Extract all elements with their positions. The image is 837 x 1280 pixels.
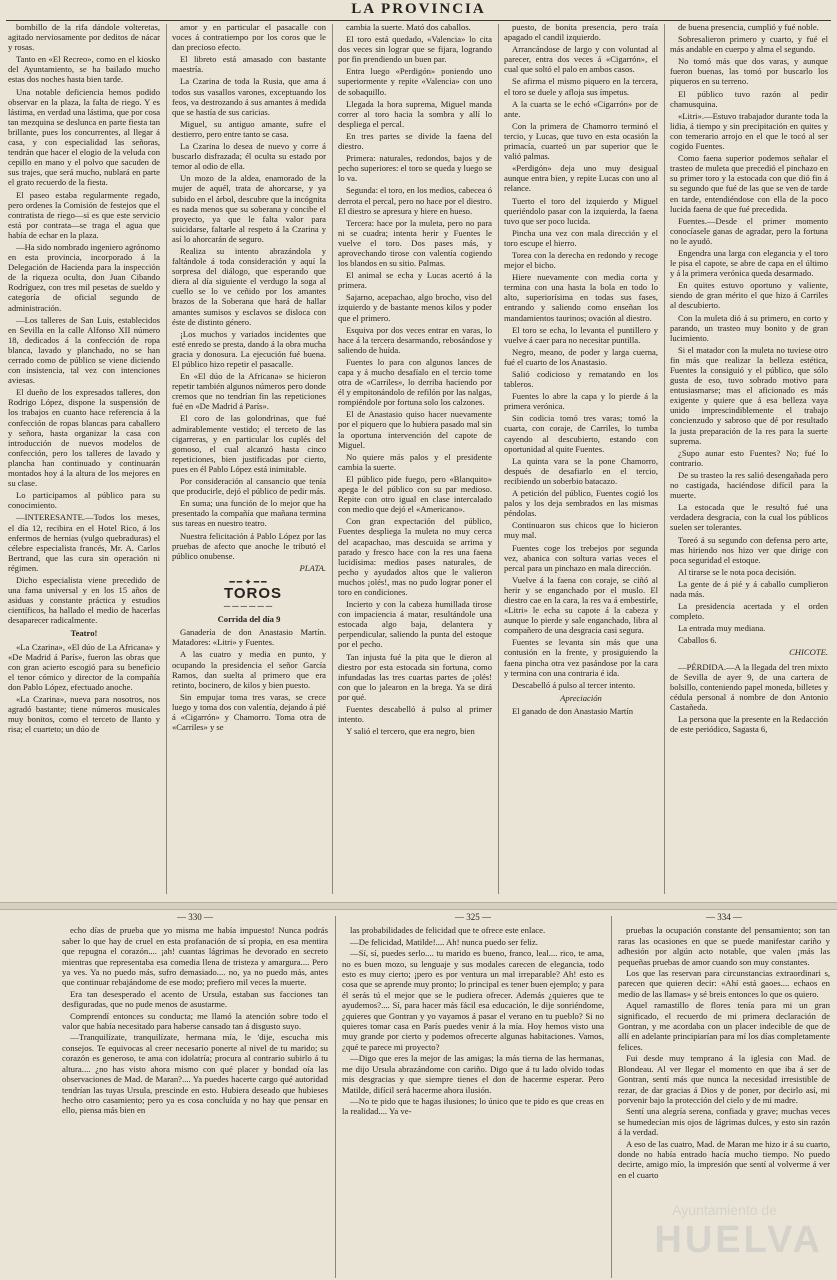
ornament-divider: ━━✦━━ bbox=[229, 576, 269, 587]
paragraph: pruebas la ocupación constante del pensamiento; son tan raras las ocasiones en que se puede manifestar cariño y adhesión por algún acto notable, que valen ¡más las pequeñas pruebas de amor cuando son muy constantes. bbox=[618, 925, 830, 967]
paragraph: La estocada que le resultó fué una verdadera desgracia, con la cual los públicos suelen ser tolerantes. bbox=[670, 502, 828, 533]
paragraph: En quites estuvo oportuno y valiente, siendo de gran mérito el que hizo á Carriles al descubierto. bbox=[670, 280, 828, 311]
paragraph: Tan injusta fué la pita que le dieron al diestro por esta estocada sin fortuna, como infundadas las tres cuartas partes de ¡olés! con que lo jalearon en la brega. Ya se dirá por qué. bbox=[338, 651, 492, 702]
paragraph: Esquiva por dos veces entrar en varas, lo hace á la tercera desarmando, rebosándose y saliendo de huída. bbox=[338, 324, 492, 355]
paragraph: Toreó á su segundo con defensa pero arte, mas hiriendo nos hizo ver que dirige con poca seguridad el estoque. bbox=[670, 534, 828, 565]
plata-signature: PLATA. bbox=[299, 562, 326, 573]
paragraph: Arrancándose de largo y con voluntad al parecer, entra dos veces á «Cigarrón», el cual que soltó el palo en ambos casos. bbox=[504, 44, 658, 75]
paragraph: El público tuvo razón al pedir chamusquina. bbox=[670, 88, 828, 109]
paragraph: —PÉRDIDA.—A la llegada del tren mixto de Sevilla de ayer 9, de una cartera de bolsillo, conteniendo papel moneda, billetes y cédula personal á nombre de don Antonio Castañeda. bbox=[670, 661, 828, 712]
paragraph: —Sí, sí, puedes serlo.... tu marido es bueno, franco, leal.... rico, te ama, no es buen mozo, su lenguaje y sus modales carecen de elegancia, todo esto es muy cierto; ¡pero es por ventura un mal irreparable? Ah! esto es cosa que se aprende muy pronto; lo principal es tener buen ejemplo; y para él serás tú el mejor que se le pudiera ofrecer. Además ¿quieres que te ayudemos?.... Sí, para hacer más fácil esa educación, le dije sonriéndome, ¿quieres que Gontran y yo vayamos á pasar el verano en tu pueblo? Si no quieres tomar casa en París puedes venir á la mía. Hoy hemos visto una muy grande por cierto y podemos ofrecerte algunas habitaciones. Vamos, ¿qué te parece mi proyecto? bbox=[342, 948, 604, 1052]
paragraph: La persona que la presente en la Redacción de este periódico, Sagasta 6, bbox=[670, 714, 828, 735]
paragraph: de buena presencia, cumplió y fué noble. bbox=[678, 22, 819, 32]
paragraph: Ganadería de don Anastasio Martín. Matadores: «Litri» y Fuentes. bbox=[172, 627, 326, 648]
paragraph: Era tan desesperado el acento de Ursula, estaban sus facciones tan desfiguradas, que no pude menos de asustarme. bbox=[62, 988, 328, 1010]
paragraph: —INTERESANTE.—Todos los meses, el día 12, recibira en el Hotel Rico, á los enfermos de hernias (vulgo quebraduras) el célebre especialista francés, Mr. A. Carlos Bertrand, que las cura sin operación ni régimen. bbox=[8, 512, 160, 573]
toros-title: TOROS bbox=[223, 584, 283, 602]
paragraph: Fuentes se levanta sin más que una contusión en la frente, y prosiguiendo la faena pincha otra vez pasándose por la cara y termina con una contraria é ida. bbox=[504, 637, 658, 678]
paragraph: No quiere más palos y el presidente cambia la suerte. bbox=[338, 451, 492, 472]
column-2-body bbox=[172, 22, 326, 561]
paragraph: El ganado de don Anastasio Martín bbox=[512, 705, 634, 716]
paragraph: Hiere nuevamente con media corta y termina con una hasta la bola en todo lo alto, superiorísima en todas sus fases, entrando y saliendo como enseñan los mandamientos taurinos; ovación al diestro. bbox=[504, 272, 658, 323]
paragraph: Fuentes lo para con algunos lances de capa y á mucho desafíalo en el tercio tome otra de «Carriles», lo derriba haciendo por él y empitonándolo de refilón por las nalgas, rompiéndole por fortuna solo los calzones. bbox=[338, 356, 492, 408]
column-4-body bbox=[504, 22, 658, 690]
paragraph: Sin codicia tomó tres varas; tomó la cuarta, con coraje, de Carriles, lo tumba cayendo al descubierto, estando con oportunidad al quite Fuentes. bbox=[504, 413, 658, 454]
paragraph: bombillo de la rifa dándole volteretas, agitado nerviosamente por deditos de nácar y rosas. bbox=[8, 22, 160, 53]
ornament-divider-2: ────── bbox=[223, 601, 275, 612]
paragraph: Como faena superior podemos señalar el trasteo de muleta que precedió el pinchazo en su primer toro y la estocada con que dió fin á su segundo que fué de las que se ven de tarde en tarde, entendiéndose con ella de la poco lucida faena de que fué precedida. bbox=[670, 153, 828, 214]
paragraph: Negro, meano, de poder y larga cuerna, fué el cuarto de los Anastasio. bbox=[504, 346, 658, 367]
teatro-heading: Teatro! bbox=[70, 628, 98, 639]
paragraph: En tres partes se divide la faena del diestro. bbox=[338, 130, 492, 152]
paragraph: cambia la suerte. Mató dos caballos. bbox=[346, 22, 471, 32]
paragraph: Con la primera de Chamorro terminó el tercio, y Lucas, que tuvo en esta ocasión la primacía, cuarteó un par superior que le valió palmas. bbox=[504, 120, 658, 162]
column-1-body bbox=[8, 22, 160, 625]
paragraph: El toro se echa, lo levanta el puntillero y vuelve á caer para no necesitar puntilla. bbox=[504, 324, 658, 345]
paragraph: Sobresalieron primero y cuarto, y fué el más andable en cuerpo y alma el segundo. bbox=[670, 34, 828, 55]
column-rule-4 bbox=[664, 24, 665, 894]
paragraph: Con la muleta dió á su primero, en corto y parando, un trasteo muy bonito y de gran lucimiento. bbox=[670, 312, 828, 343]
paragraph: Fuentes lo abre la capa y lo pierde á la primera verónica. bbox=[504, 391, 658, 412]
page-number-330: — 330 — bbox=[177, 912, 213, 922]
column-rule-2 bbox=[332, 24, 333, 894]
paragraph: Y salió el tercero, que era negro, bien bbox=[346, 726, 475, 737]
paragraph: El animal se echa y Lucas acertó á la primera. bbox=[338, 270, 492, 291]
paragraph: A eso de las cuatro, Mad. de Maran me hizo ir á su cuarto, donde no había entrado hacía mucho tiempo. No puedo decirte, amigo mío, la impresión que sentí al volverme á ver en el cuarto bbox=[618, 1138, 830, 1180]
paragraph: Vuelve á la faena con coraje, se ciñó al herir y se enganchado por el muslo. El diestro cae en la cara, la res va á embestirle, «Litri» le echa su capote á la cabeza y aunque lo pierde y sale enganchado, libra al compañero de una desgracia casi segura. bbox=[504, 574, 658, 636]
paragraph: —De felicidad, Matilde!.... Ah! nunca puedo ser feliz. bbox=[350, 936, 538, 947]
paragraph: La presidencia acertada y el orden completo. bbox=[670, 601, 828, 622]
paragraph: La entrada muy mediana. bbox=[678, 623, 766, 634]
folletin-left-body bbox=[62, 925, 328, 1115]
paragraph: Sin empujar toma tres varas, se crece luego y toma dos con valentía, dejando á pié á «Cigarrón» y Chamorro. Toma otra de «Carriles» y se bbox=[172, 691, 326, 733]
paragraph: ¿Supo aunar esto Fuentes? No; fué lo contrario. bbox=[670, 447, 828, 468]
paragraph: Torea con la derecha en redondo y recoge mejor el bicho. bbox=[504, 249, 658, 271]
column-3-body bbox=[338, 22, 492, 736]
paragraph: Con gran expectación del público, Fuentes despliega la muleta no muy cerca del acapachao, mas descuida se arrima y parado y fresco hace con la res una faena lucidísima: medios pases naturales, de pecho y ayudados altos que le valieron muchos ¡olés!, mas no pudo lograr poner el toro en condiciones. bbox=[338, 516, 492, 597]
paragraph: Tanto en «El Recreo», como en el kiosko del Ayuntamiento, se ha bailado mucho estas dos noches hasta bien tarde. bbox=[8, 54, 160, 85]
folletin-middle bbox=[342, 912, 604, 1278]
paragraph: Continuaron sus chicos que lo hicieron muy mal. bbox=[504, 520, 658, 541]
lower-rule-1 bbox=[335, 916, 336, 1278]
paragraph: Descabelló á pulso al tercer intento. bbox=[512, 679, 636, 690]
paragraph: Fuentes coge los trebejos por segunda vez, abanica con soltura varias veces el percal para un pinchazo en mala dirección. bbox=[504, 542, 658, 573]
paragraph: —No te pido que te hagas ilusiones; lo único que te pido es que creas en la realidad.... Ya ve- bbox=[342, 1095, 604, 1117]
paragraph: En suma; una función de lo mejor que ha presentado la compañía que mañana termina sus tareas en nuestro teatro. bbox=[172, 498, 326, 529]
paragraph: Un mozo de la aldea, enamorado de la mujer de aquél, trata de ahorcarse, y ya subido en el árbol, descubre que la incógnita es nada menos que su soberana y concibe el proyecto, ya que le falta valor para suicidarse, faltarle al respeto á la Czarina y así lo ahorcarán de seguro. bbox=[172, 173, 326, 244]
paragraph: No tomó más que dos varas, y aunque fueron buenas, las tomó por buscarlo los piqueros en su terreno. bbox=[670, 56, 828, 87]
column-2 bbox=[172, 22, 326, 897]
archive-watermark-sub: Ayuntamiento de bbox=[672, 1202, 777, 1218]
paragraph: «Litri».—Estuvo trabajador durante toda la lidia, á tiempo y sin precipitación en quites y con temerario arrojo en el que le tocó al ser cogido Fuentes. bbox=[670, 110, 828, 152]
paragraph: La gente de á pié y á caballo cumplieron nada más. bbox=[670, 578, 828, 599]
paragraph: El dueño de los expresados talleres, don Rodrigo López, dispone la suspensión de los trabajos en cuanto hace referencia á la confección de ropas blancas para caballero y señora, hasta organizar la casa con introducción de nuevos modelos de confección, pero los talleres de lavado y plancha han continuado y continuarán montados hoy á la altura de los mejores en su clase. bbox=[8, 387, 160, 489]
paragraph: Caballos 6. bbox=[678, 635, 717, 646]
paragraph: Miguel, su antiguo amante, sufre el destierro, pero entre tanto se casa. bbox=[172, 118, 326, 139]
paragraph: En «El dúo de la Africana» se hicieron repetir también algunos números pero donde cremos que no tendrían fin las repeticiones fué en «De Madrid á París». bbox=[172, 371, 326, 412]
paragraph: El público pide fuego, pero «Blanquito» apega le del público con su par medioso. Repite con otro igual en clase intercalado con medio que dejó el «Americano». bbox=[338, 473, 492, 515]
paragraph: Fui desde muy temprano á la iglesia con Mad. de Blondeau. Al ver llegar el momento en que iba á ser de Gontran, sentí más que nunca la necesidad irresistible de rezar, de dar gracias á Dios y de poner, por decirlo así, mi porvenir bajo la protección del cielo y de mi madre. bbox=[618, 1053, 830, 1105]
archive-watermark: HUELVA bbox=[654, 1219, 823, 1261]
upper-page bbox=[0, 22, 837, 902]
paragraph: Sentí una alegría serena, confiada y grave; muchas veces se humedecían mis ojos de lágrimas dulces, y esto sin razón á la verdad. bbox=[618, 1106, 830, 1138]
paragraph: Una notable deficiencia hemos podido observar en la plaza, la falta de riego. Y es lástima, en verdad una lástima, que por cosa tan mezquina se deslunca en parte fiesta tan brillante, pues los concurrentes, al llegar á casa, y con especialidad las señoras, tendrán que hacer el elogio de la veluda con cepillo en mano y el polvo que sacuden de sus trajes, que será mucho, nublará en parte el grato recuerdo de la fiesta. bbox=[8, 86, 160, 188]
paragraph: El de Anastasio quiso hacer nuevamente por el piquero que lo hubiera pasado mal sin la oportuna intervención del capote de Miguel. bbox=[338, 409, 492, 450]
paragraph: Entra luego «Perdigón» poniendo uno superiormente y repite «Valencia» con uno de sobaquillo. bbox=[338, 66, 492, 97]
folletin-left bbox=[62, 912, 328, 1278]
paragraph: Engendra una larga con elegancia y el toro le pisa el capote, se abre de capa en el último y á la primera verónica queda desarmado. bbox=[670, 247, 828, 279]
paragraph: Pincha una vez con mala dirección y el toro escupe el hierro. bbox=[504, 227, 658, 248]
paragraph: Sajarno, acepachao, algo brocho, viso del izquierdo y de bastante menos kilos y poder que el primero. bbox=[338, 292, 492, 323]
paragraph: «La Czarina», nueva para nosotros, nos agradó bastante; tiene números musicales muy bonitos, como el terceto de llanto y risa; el cuarteto; un dúo de bbox=[8, 694, 160, 735]
paragraph: Lo participamos al público para su conocimiento. bbox=[8, 490, 160, 511]
column-rule-3 bbox=[498, 24, 499, 894]
paragraph: El coro de las golondrinas, que fué admirablemente vestido; el terceto de las cigarreras, y en particular los cuplés del gomoso, el cual alcanzó hasta cinco repeticiones, bien justificadas por cierto, pues en él Pablo López está inimitable. bbox=[172, 413, 326, 474]
paragraph: —Tranquilízate, tranquilízate, hermana mía, le 'dije, escucha mis consejos. Te equivocas al creer necesario ponerte al nivel de tu marido; su corazón es generoso, te ama con idolatría; procura al contrario subirlo á tu altura.... ¿no has visto ahora mismo con qué placer y bondad oía las observaciones de Mad. de Maran?.... Ya puedes hacerte cargo qué autoridad tendrían las tuyas Ursula, prescinde en esto. Hubiera deseado que hubieses hecho otro casamiento; pero ya es cosa concluída y no hay que pensar en ello, piensa más bien en bbox=[62, 1032, 328, 1116]
paragraph: El libreto está amasado con bastante maestría. bbox=[172, 54, 326, 75]
corrida-heading: Corrida del día 9 bbox=[217, 614, 281, 625]
paragraph: Llegada la hora suprema, Miguel manda correr al toro hacia la sombra y allí lo despliega el percal. bbox=[338, 98, 492, 129]
folletin-right-body bbox=[618, 925, 830, 1180]
column-1 bbox=[8, 22, 160, 897]
page-fold bbox=[0, 902, 837, 910]
column-3 bbox=[338, 22, 492, 897]
paragraph: Tercera: hace por la muleta, pero no para ni se cuadra; intenta herir y Fuentes le vuelve el toro. Dos pases más, y aprovechando tirose con valentía cogiendo los blandos en su sitio. Palmas. bbox=[338, 217, 492, 269]
column-2-toros bbox=[172, 627, 326, 732]
paragraph: amor y en particular el pasacalle con voces á contratiempo por los coros que le dan precioso efecto. bbox=[172, 22, 326, 53]
paragraph: puesto, de bonita presencia, pero traía apagado el candil izquierdo. bbox=[504, 22, 658, 43]
column-4-apreciacion bbox=[504, 706, 658, 716]
paragraph: Segunda: el toro, en los medios, cabecea ó derrota el percal, pero no hace por el diestro. El diestro se apresura y hiere en hueso. bbox=[338, 185, 492, 216]
column-4 bbox=[504, 22, 658, 897]
paragraph: Fuentes descabelló á pulso al primer intento. bbox=[338, 704, 492, 725]
paragraph: Aquel ramastillo de flores tenía para mi un gran significado, el recuerdo de mi primera declaración de Gontran, y me acordaba con un placer indecible de que de allí en adelante principiarían para mí los días completamente felices. bbox=[618, 1000, 830, 1052]
paragraph: «Perdigón» deja uno muy desigual aunque entra bien, y repite Lucas con uno al relance. bbox=[504, 163, 658, 194]
paragraph: Tuerto el toro del izquierdo y Miguel queriéndolo pasar con la izquierda, la faena tuvo que ser poco lucida. bbox=[504, 195, 658, 226]
column-1-teatro bbox=[8, 642, 160, 735]
paragraph: La quinta vara se la pone Chamorro, después de desafiarlo en el tercio, recibiendo un soberbio batacazo. bbox=[504, 455, 658, 486]
column-rule-1 bbox=[166, 24, 167, 894]
page-number-325: — 325 — bbox=[455, 912, 491, 922]
apreciacion-heading: Apreciación bbox=[560, 692, 602, 703]
paragraph: Realiza su intento abrazándola y faltándole á toda consideración y aquí la sorpresa del diálogo, que esperando que diera al día siguiente el verdugo la soga al cuello se lo ve ceñido por los amantes brazos de la Soberana que hará de hallar amantes sumisos y esclavos se disloca con éste de distinto género. bbox=[172, 245, 326, 327]
paragraph: Comprendí entonces su conducta; me llamó la atención sobre todo el valor que había necesitado para haberse cansado tan á disgusto suyo. bbox=[62, 1010, 328, 1032]
paragraph: Los que las reservan para circunstancias extraordinari s, parecen que quieren decir: «Ahí está gaoes.... echaos en medio de las llamas» y sé breis entonces lo que os quiero. bbox=[618, 968, 830, 999]
paragraph: La Czarina de toda la Rusia, que ama á todos sus vasallos varones, exceptuando los feos, va destrozando á sus amantes á medida que se hastía de sus caricias. bbox=[172, 76, 326, 117]
paragraph: las probabilidades de felicidad que te ofrece este enlace. bbox=[350, 925, 546, 936]
paragraph: Si el matador con la muleta no tuviese otro fin más que realizar la belleza estética, Fuentes la consiguió y el público, que sólo gusta de eso, tuvo sobrado motivo para entusiasmarse; mas el aficionado es más exigente y quiere que á esa belleza vaya unido imprescindiblemente el trabajo concienzudo y sabroso que dé por resultado la justa preparación de la res para la suerte suprema. bbox=[670, 344, 828, 446]
column-5-body bbox=[670, 22, 828, 645]
paragraph: A la cuarta se le echó «Cigarrón» por de ante. bbox=[504, 98, 658, 119]
paragraph: —Los talleres de San Luis, establecidos en Sevilla en la calle Alfonso XII número 18, dedicados á la confección de ropa blanca, lavado y planchado, no se han cerrado como de público se viene diciendo con insistencia, tal vez con intenciones aviesas. bbox=[8, 314, 160, 386]
paragraph: —Digo que eres la mejor de las amigas; la más tierna de las hermanas, me dijo Ursula abrazándome con cariño. Digo que á tu lado olvido todas mis desgracias y que siempre tienes el don de hacerme esperar. Pero Matilde, difícil será hacerme ahora ilusión. bbox=[342, 1053, 604, 1095]
paragraph: El paseo estaba regularmente regado, pero ordenes la Comisión de festejos que el contratista de riego—si es que este servicio está por contrata—se traga el agua que había de echar en la plaza. bbox=[8, 189, 160, 240]
paragraph: Primera: naturales, redondos, bajos y de pecho superiores: el toro se queda y luego se lo va. bbox=[338, 153, 492, 184]
paragraph: A petición del público, Fuentes cogió los palos y los deja sembrados en las mismas péndolas. bbox=[504, 488, 658, 519]
page-number-334: — 334 — bbox=[706, 912, 742, 922]
paragraph: echo días de prueba que yo misma me había impuesto! Nunca podrás saber lo que hay de cruel en esta profanación de sí propia, en esa mentira que repugna el corazón.... ¡ah! cuantas lágrimas he devorado en secreto mientras que representaba esa comedia llena de tristeza y amargura.... Pero ya ves. Ya no puedo más, sufro demasiado.... no, ya no puedo más, antes que continuar rebajándome de ese modo; prefiero mil veces la muerte. bbox=[62, 925, 328, 988]
paragraph: A las cuatro y media en punto, y ocupando la presidencia el señor García Ramos, dan suelta al primero que era retinto, bocinero, de kilos y bien puesto. bbox=[172, 649, 326, 690]
paragraph: Salió codicioso y rematando en los tableros. bbox=[504, 369, 658, 390]
paragraph: ¡Los muchos y variados incidentes que esté enredo se presta, dando á la obra mucha gracia y donosura. La ejecución fué buena. El público hizo repetir el pasacalle. bbox=[172, 328, 326, 369]
paragraph: Por consideración al cansancio que tenía que producirle, dejó el público de pedir más. bbox=[172, 476, 326, 497]
lower-rule-2 bbox=[611, 916, 612, 1278]
folletin-middle-body bbox=[342, 925, 604, 1116]
paragraph: Dicho especialista viene precedido de una fama universal y en los 15 años de asiduas y constante práctica y estudios científicos, ha hallado el medio de hacerlas desaparecer radicalmente. bbox=[8, 574, 160, 626]
paragraph: La Czarina lo desea de nuevo y corre á buscarlo disfrazada; él oculta su estado por temor al odio de ella. bbox=[172, 141, 326, 172]
paragraph: «La Czarina», «El dúo de La Africana» y «De Madrid á París», fueron las obras que con gran acierto escogió para su beneficio el tenor cómico y director de la compañía don Pablo López, efectuado anoche. bbox=[8, 641, 160, 692]
column-5 bbox=[670, 22, 828, 897]
paragraph: —Ha sido nombrado ingeniero agrónomo en esta provincia, incorporado á la Delegación de Hacienda para la inspección de la riqueza oculta, don Juan Cibando Rodríguez, con tres mil pesetas de sueldo y categoría de oficial segundo de administración. bbox=[8, 241, 160, 313]
column-5-perdida bbox=[670, 662, 828, 735]
paragraph: Incierto y con la cabeza humillada tirose con impaciencia á matar, resultándole una estocada algo baja, delantera y perpendicular, saliendo la punta del estoque por el pecho. bbox=[338, 599, 492, 650]
chicote-signature: CHICOTE. bbox=[789, 647, 828, 658]
top-rule bbox=[6, 20, 831, 21]
paragraph: El toro está quedado, «Valencia» lo cita dos veces sin lograr que se fijara, logrando por fin prendiendo un buen par. bbox=[338, 34, 492, 65]
paragraph: Fuentes.—Desde el primer momento conocíasele ganas de agradar, pero la fortuna no le ayudó. bbox=[670, 215, 828, 246]
paragraph: Se afirma el mismo piquero en la tercera, el toro se duele y afloja sus ímpetus. bbox=[504, 76, 658, 97]
paragraph: De su trasteo la res salió desengañada pero no castigada, haciéndose difícil para la muerte. bbox=[670, 469, 828, 501]
paragraph: Nuestra felicitación á Pablo López por las pruebas de afecto que anoche le tributó el público onubense. bbox=[172, 530, 326, 561]
paragraph: Al tirarse se le nota poca decisión. bbox=[678, 566, 797, 577]
masthead: LA PROVINCIA bbox=[351, 1, 486, 17]
